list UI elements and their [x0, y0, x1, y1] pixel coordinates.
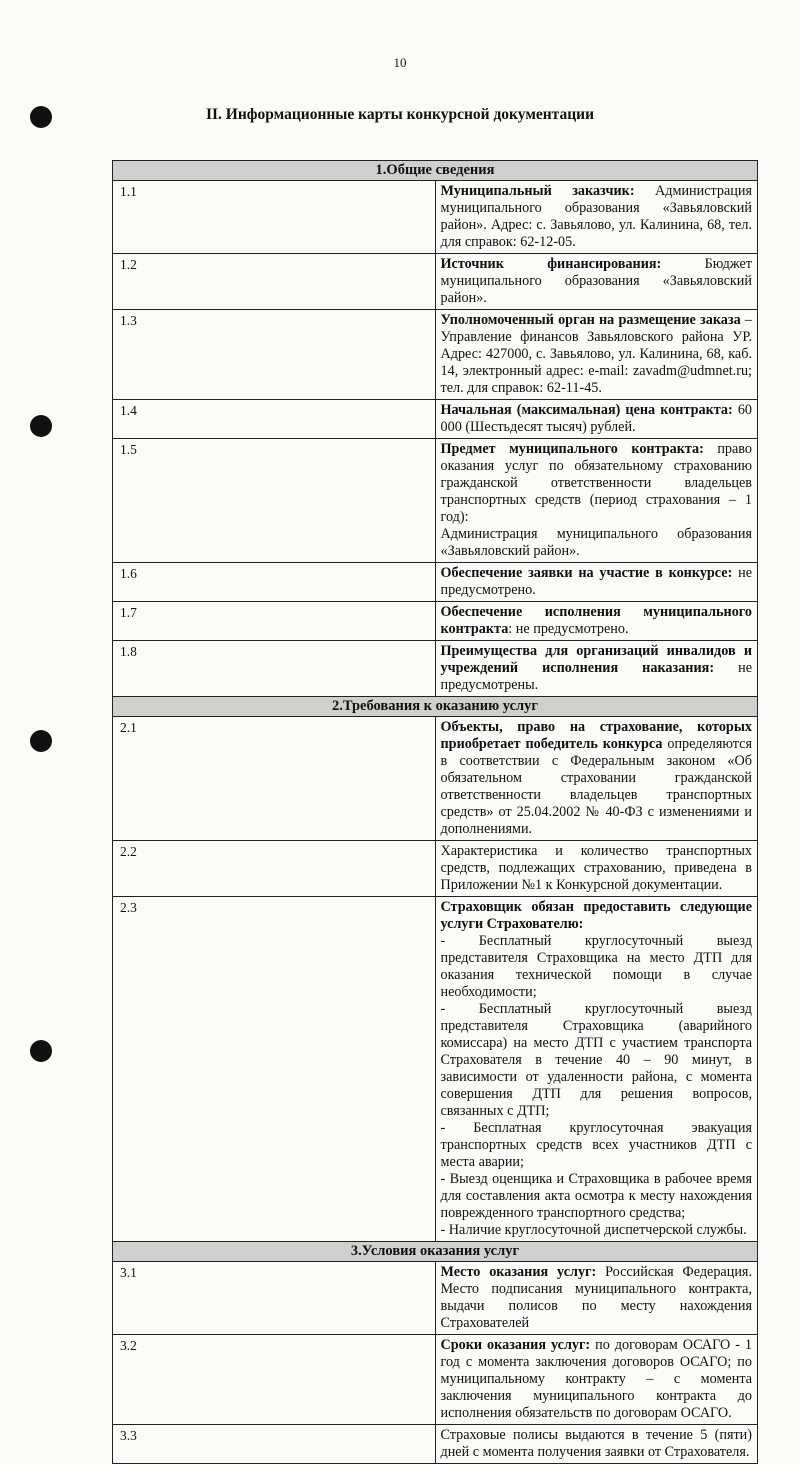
section-title: 2.Требования к оказанию услуг: [113, 697, 758, 717]
row-content: [435, 310, 758, 400]
table-row: [113, 439, 758, 563]
row-label: Страховщик обязан предоставить следующие услуги Страхователю:: [440, 899, 752, 932]
row-content: [435, 641, 758, 697]
row-label: Объекты, право на страхование, которых приобретает победитель конкурса: [440, 719, 752, 752]
row-label: Источник финансирования:: [440, 256, 662, 272]
row-label: Сроки оказания услуг:: [440, 1337, 591, 1353]
row-content: [435, 897, 758, 1242]
section-header-row: [113, 697, 758, 717]
row-label: Уполномоченный орган на размещение заказа: [440, 312, 741, 328]
list-item: - Наличие круглосуточной диспетчерской службы.: [440, 1222, 747, 1238]
row-text: по договорам ОСАГО - 1 год с момента заключения договоров ОСАГО; по муниципальному контракту – с момента заключения муниципального контракта до исполнения обязательств по договорам ОСАГО.: [440, 1337, 752, 1421]
row-content: [435, 1262, 758, 1335]
row-number: 1.8: [113, 641, 436, 697]
row-label: Муниципальный заказчик:: [440, 183, 635, 199]
list-item: - Бесплатный круглосуточный выезд представителя Страховщика (аварийного комиссара) на место ДТП с участием транспорта Страхователя в течение 40 – 90 минут, в зависимости от удаленности района, с момента совершения ДТП для решения вопросов, связанных с ДТП;: [440, 1001, 752, 1119]
row-number: 2.1: [113, 717, 436, 841]
row-content: [435, 181, 758, 254]
punch-hole: [30, 730, 52, 752]
row-label: Место оказания услуг:: [440, 1264, 597, 1280]
section-header-row: [113, 1242, 758, 1262]
row-number: 2.3: [113, 897, 436, 1242]
row-text: Бюджет муниципального образования «Завьяловский район».: [440, 256, 753, 306]
row-number: 1.5: [113, 439, 436, 563]
row-content: [435, 1425, 758, 1464]
row-text: определяются в соответствии с Федеральным законом «Об обязательном страховании гражданской ответственности владельцев транспортных средств» от 25.04.2002 № 40-ФЗ с изменениями и дополнениями.: [440, 736, 752, 837]
section-header-row: [113, 161, 758, 181]
row-label: Начальная (максимальная) цена контракта:: [440, 402, 733, 418]
table-row: [113, 400, 758, 439]
row-number: 3.3: [113, 1425, 436, 1464]
table-row: [113, 563, 758, 602]
table-row: [113, 897, 758, 1242]
list-item: - Выезд оценщика и Страховщика в рабочее время для составления акта осмотра к месту нахождения поврежденного транспортного средства;: [440, 1171, 752, 1221]
table-row: [113, 641, 758, 697]
section-title: 1.Общие сведения: [113, 161, 758, 181]
table-row: [113, 1425, 758, 1464]
row-text: не предусмотрено.: [440, 565, 752, 598]
row-text: Страховые полисы выдаются в течение 5 (пяти) дней с момента получения заявки от Страхователя.: [440, 1427, 752, 1460]
row-content: [435, 841, 758, 897]
section-title: 3.Условия оказания услуг: [113, 1242, 758, 1262]
row-text: 60 000 (Шестьдесят тысяч) рублей.: [440, 402, 753, 435]
row-number: 2.2: [113, 841, 436, 897]
row-extra: Администрация муниципального образования «Завьяловский район».: [440, 526, 752, 559]
row-text: Российская Федерация. Место подписания муниципального контракта, выдачи полисов по месту нахождения Страхователей: [440, 1264, 752, 1331]
page-number: 10: [393, 55, 407, 70]
row-number: 1.3: [113, 310, 436, 400]
row-label: Обеспечение заявки на участие в конкурсе:: [440, 565, 733, 581]
row-content: [435, 254, 758, 310]
row-content: [435, 439, 758, 563]
row-number: 3.2: [113, 1335, 436, 1425]
row-content: [435, 717, 758, 841]
row-number: 1.2: [113, 254, 436, 310]
row-number: 3.1: [113, 1262, 436, 1335]
row-text: Администрация муниципального образования «Завьяловский район». Адрес: с. Завьялово, ул. Калинина, 68, тел. для справок: 62-12-05.: [440, 183, 752, 250]
row-content: [435, 400, 758, 439]
table-row: [113, 181, 758, 254]
info-card-table: [112, 160, 758, 1464]
page-heading: II. Информационные карты конкурсной документации: [205, 106, 595, 123]
row-number: 1.6: [113, 563, 436, 602]
table-row: [113, 841, 758, 897]
table-row: [113, 310, 758, 400]
row-label: Преимущества для организаций инвалидов и учреждений исполнения наказания:: [440, 643, 752, 676]
row-label: Предмет муниципального контракта:: [440, 441, 704, 457]
row-text: право оказания услуг по обязательному страхованию гражданской ответственности владельцев транспортных средств (период страхования – 1 год):: [440, 441, 753, 525]
punch-hole: [30, 415, 52, 437]
row-text: Характеристика и количество транспортных средств, подлежащих страхованию, приведена в Приложении №1 к Конкурсной документации.: [440, 843, 752, 893]
row-content: [435, 602, 758, 641]
row-number: 1.4: [113, 400, 436, 439]
row-text: не предусмотрены.: [440, 660, 752, 693]
row-content: [435, 1335, 758, 1425]
table-row: [113, 1262, 758, 1335]
table-row: [113, 602, 758, 641]
row-text: – Управление финансов Завьяловского района УР. Адрес: 427000, с. Завьялово, ул. Калинина, 68, каб. 14, электронный адрес: e-mail: zavadm@udmnet.ru; тел. для справок: 62-11-45.: [440, 312, 752, 396]
table-row: [113, 1335, 758, 1425]
list-item: - Бесплатный круглосуточный выезд представителя Страховщика на место ДТП для оказания технической помощи в случае необходимости;: [440, 933, 752, 1000]
row-number: 1.1: [113, 181, 436, 254]
row-content: [435, 563, 758, 602]
table-row: [113, 717, 758, 841]
row-text: : не предусмотрено.: [508, 621, 629, 637]
punch-hole: [30, 1040, 52, 1062]
list-item: - Бесплатная круглосуточная эвакуация транспортных средств всех участников ДТП с места аварии;: [440, 1120, 752, 1170]
row-label: Обеспечение исполнения муниципального контракта: [440, 604, 752, 637]
table-row: [113, 254, 758, 310]
row-number: 1.7: [113, 602, 436, 641]
